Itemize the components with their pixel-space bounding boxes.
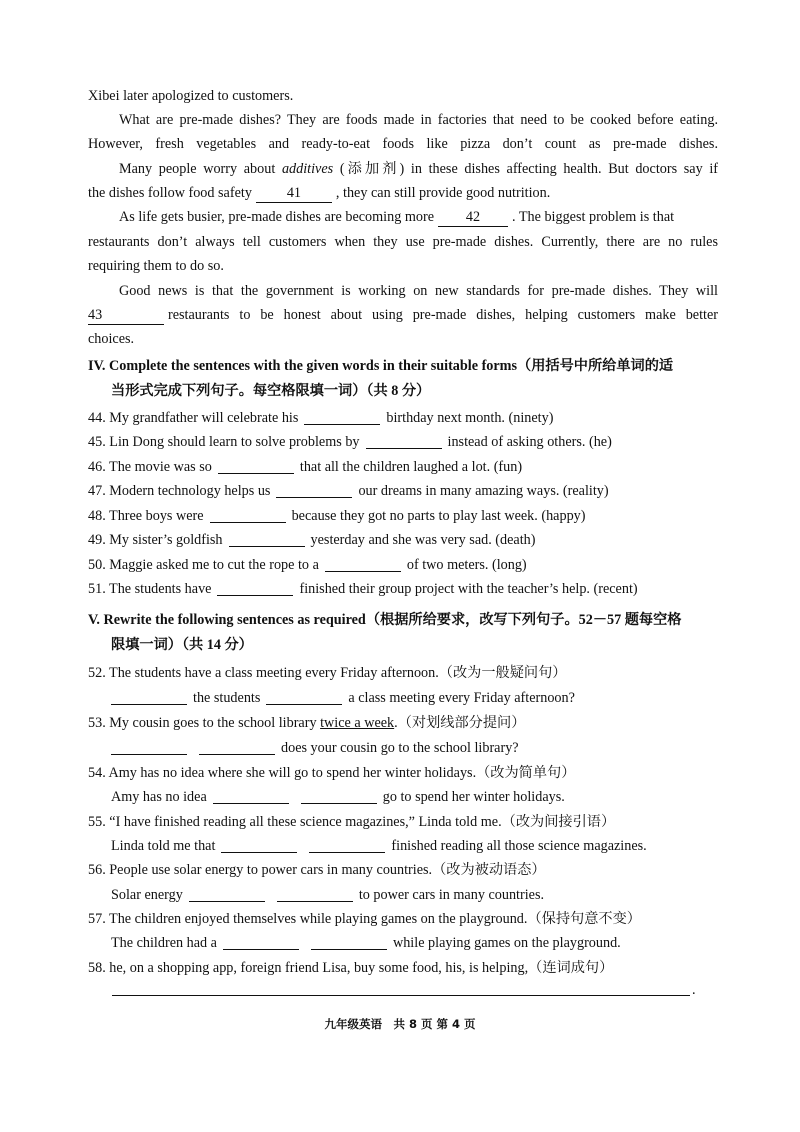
passage-line: requiring them to do so. (88, 258, 224, 274)
answer-blank[interactable] (218, 458, 294, 474)
section-iv-title-cont: 当形式完成下列句子。每空格限填一词）（共 8 分） (111, 383, 431, 399)
answer-blank[interactable] (223, 934, 299, 950)
question-46: 46. The movie was so that all the children laughed a lot. (fun) (88, 459, 523, 475)
passage-line: Many people worry about additives (添加剂) in these dishes affecting health. But doctors say if (119, 161, 718, 177)
answer-blank[interactable] (276, 482, 352, 498)
cloze-blank-42[interactable]: 42 (438, 209, 508, 227)
question-55: 55. “I have finished reading all these science magazines,” Linda told me.（改为间接引语） (88, 814, 616, 830)
answer-blank[interactable] (189, 886, 265, 902)
passage-line: However, fresh vegetables and ready-to-eat foods like pizza don’t count as pre-made dishes. (88, 136, 718, 152)
question-52: 52. The students have a class meeting every Friday afternoon.（改为一般疑问句） (88, 665, 567, 681)
answer-line-end-period: . (692, 982, 696, 998)
answer-blank[interactable] (301, 788, 377, 804)
answer-blank[interactable] (309, 837, 385, 853)
answer-line-57: The children had a while playing games on the playground. (111, 935, 621, 951)
question-45: 45. Lin Dong should learn to solve problems by instead of asking others. (he) (88, 434, 612, 450)
answer-blank[interactable] (325, 556, 401, 572)
question-50: 50. Maggie asked me to cut the rope to a of two meters. (long) (88, 557, 527, 573)
question-44: 44. My grandfather will celebrate his birthday next month. (ninety) (88, 410, 554, 426)
answer-blank[interactable] (277, 886, 353, 902)
answer-blank[interactable] (111, 739, 187, 755)
passage-line: restaurants don’t always tell customers when they use pre-made dishes. Currently, there are no rules (88, 234, 718, 250)
answer-line-52: the students a class meeting every Friday afternoon? (111, 688, 718, 708)
section-v-title: V. Rewrite the following sentences as required（根据所给要求，改写下列句子。52－57 题每空格 (88, 612, 682, 628)
answer-line-56: Solar energy to power cars in many countries. (111, 887, 545, 903)
question-51: 51. The students have finished their group project with the teacher’s help. (recent) (88, 581, 638, 597)
question-56: 56. People use solar energy to power cars in many countries.（改为被动语态） (88, 862, 546, 878)
question-49: 49. My sister’s goldfish yesterday and she was very sad. (death) (88, 532, 536, 548)
answer-blank[interactable] (229, 531, 305, 547)
question-53: 53. My cousin goes to the school library twice a week.（对划线部分提问） (88, 715, 526, 731)
question-57: 57. The children enjoyed themselves while playing games on the playground.（保持句意不变） (88, 911, 641, 927)
question-47: 47. Modern technology helps us our dreams in many amazing ways. (reality) (88, 483, 609, 499)
answer-line-53: does your cousin go to the school library? (111, 738, 718, 758)
page-footer: 九年级英语 共 8 页 第 4 页 (324, 1017, 476, 1031)
answer-blank[interactable] (210, 507, 286, 523)
intro-line: Xibei later apologized to customers. (88, 88, 294, 104)
passage-line: choices. (88, 331, 135, 347)
cloze-blank-43[interactable]: 43 (88, 307, 164, 325)
answer-line-55: Linda told me that finished reading all those science magazines. (111, 838, 647, 854)
section-iv-title: IV. Complete the sentences with the given words in their suitable forms（用括号中所给单词的适 (88, 358, 674, 374)
answer-blank[interactable] (217, 580, 293, 596)
passage-line: 43 restaurants to be honest about using pre-made dishes, helping customers make better (88, 307, 718, 323)
answer-blank[interactable] (266, 689, 342, 705)
answer-blank[interactable] (199, 739, 275, 755)
question-54: 54. Amy has no idea where she will go to spend her winter holidays.（改为简单句） (88, 765, 576, 781)
cloze-blank-41[interactable]: 41 (256, 185, 332, 203)
passage-line: the dishes follow food safety 41 , they can still provide good nutrition. (88, 185, 551, 201)
question-58: 58. he, on a shopping app, foreign friend Lisa, buy some food, his, is helping,（连词成句） (88, 960, 614, 976)
answer-blank[interactable] (111, 689, 187, 705)
answer-blank[interactable] (311, 934, 387, 950)
section-v-title-cont: 限填一词）（共 14 分） (111, 637, 253, 653)
answer-line-54: Amy has no idea go to spend her winter holidays. (111, 789, 565, 805)
answer-blank[interactable] (221, 837, 297, 853)
passage-line: As life gets busier, pre-made dishes are becoming more 42 . The biggest problem is that (119, 209, 675, 225)
answer-blank[interactable] (213, 788, 289, 804)
passage-line: Good news is that the government is working on new standards for pre-made dishes. They will (119, 283, 718, 299)
answer-blank[interactable] (366, 433, 442, 449)
question-48: 48. Three boys were because they got no parts to play last week. (happy) (88, 508, 586, 524)
passage-line: What are pre-made dishes? They are foods made in factories that need to be cooked before eating. (119, 112, 718, 128)
answer-blank[interactable] (304, 409, 380, 425)
answer-line-58[interactable] (112, 995, 690, 996)
